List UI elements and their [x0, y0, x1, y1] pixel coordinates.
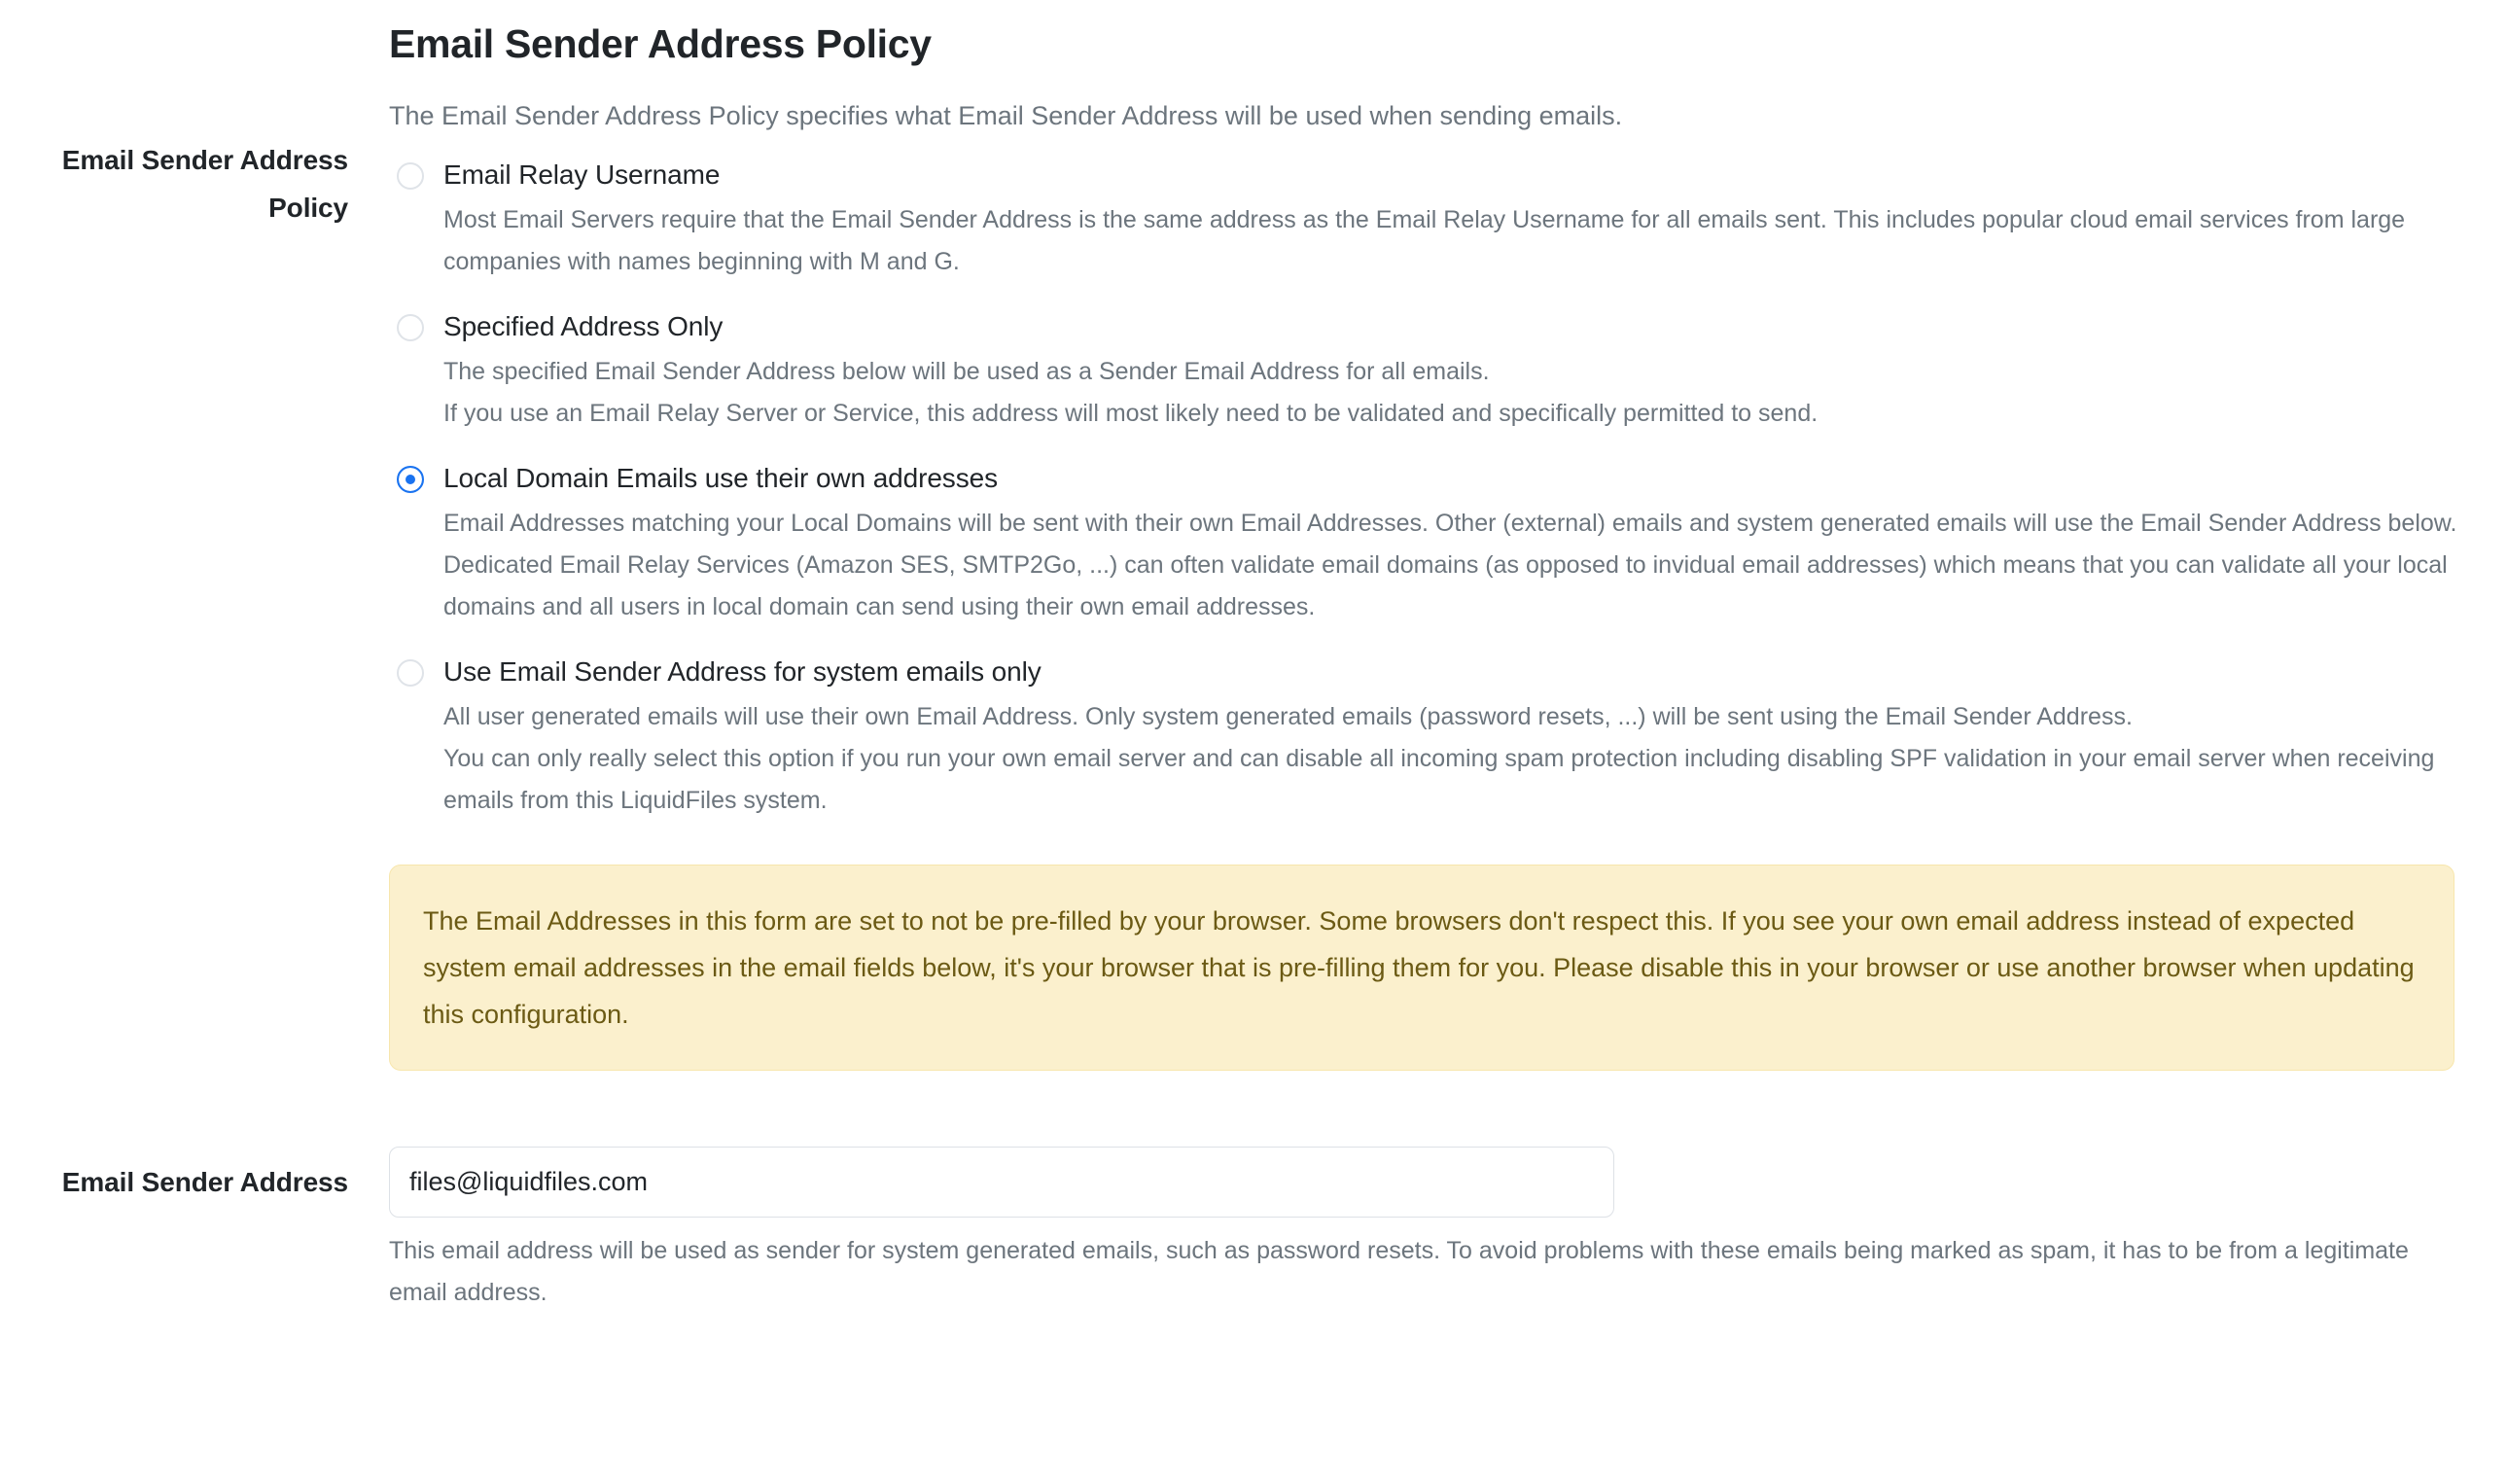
radio-label-system-emails-only[interactable]: Use Email Sender Address for system emails only [443, 656, 1042, 687]
radio-option-system-emails-only[interactable] [389, 653, 2480, 822]
radio-icon-unchecked[interactable] [397, 314, 424, 341]
radio-option-email-relay-username[interactable] [389, 156, 2480, 283]
radio-description-paragraph: You can only really select this option if you run your own email server and can disable all incoming spam protection including disabling SPF validation in your email server when receiving emails from this LiquidFiles system. [443, 745, 2435, 814]
radio-description-paragraph: Dedicated Email Relay Services (Amazon SES, SMTP2Go, ...) can often validate email domains (as opposed to invidual email addresses) which means that you can validate all your local domains and all users in local domain can send using their own email addresses. [443, 551, 2448, 620]
email-sender-address-label: Email Sender Address [61, 1167, 348, 1197]
page-header-row [0, 0, 2507, 136]
header-content [389, 19, 2507, 136]
policy-radio-group [389, 156, 2480, 822]
radio-option-specified-address-only[interactable] [389, 307, 2480, 435]
radio-label-specified-address-only[interactable]: Specified Address Only [443, 311, 724, 341]
radio-icon-unchecked[interactable] [397, 162, 424, 190]
radio-icon-unchecked[interactable] [397, 659, 424, 687]
radio-label-email-relay-username[interactable]: Email Relay Username [443, 159, 721, 190]
radio-icon-checked[interactable] [397, 466, 424, 493]
email-sender-address-policy-field [389, 136, 2507, 1080]
email-sender-address-input[interactable] [389, 1147, 1614, 1218]
radio-description-paragraph: Email Addresses matching your Local Domains will be sent with their own Email Addresses. Other (external) emails and system generated emails will use the Email Sender Address below. [443, 510, 2457, 537]
email-sender-address-field [389, 1147, 2507, 1314]
radio-description [443, 503, 2480, 628]
radio-description-paragraph: The specified Email Sender Address below will be used as a Sender Email Address for all emails. [443, 358, 1490, 385]
page-title: Email Sender Address Policy [389, 21, 932, 66]
email-sender-address-help-text: This email address will be used as sender for system generated emails, such as password resets. To avoid problems with these emails being marked as spam, it has to be from a legitimate email address. [389, 1237, 2409, 1306]
radio-description [443, 199, 2480, 283]
radio-option-local-domain-emails-own-addresses[interactable] [389, 459, 2480, 628]
browser-prefill-warning-alert: The Email Addresses in this form are set to not be pre-filled by your browser. Some browsers don't respect this. If you see your own email address instead of expected system email addresses in the email fields below, it's your browser that is pre-filling them for you. Please disable this in your browser or use another browser when updating this configuration. [389, 865, 2454, 1071]
page-subtitle: The Email Sender Address Policy specifies what Email Sender Address will be used when sending emails. [389, 101, 1623, 130]
radio-description-paragraph: Most Email Servers require that the Email Sender Address is the same address as the Email Relay Username for all emails sent. This includes popular cloud email services from large companies with names beginning with M and G. [443, 206, 2406, 275]
email-sender-address-policy-row [0, 136, 2507, 1080]
radio-label-local-domain-emails-own-addresses[interactable]: Local Domain Emails use their own addresses [443, 463, 998, 493]
radio-description [443, 696, 2480, 822]
radio-description-paragraph: All user generated emails will use their own Email Address. Only system generated emails (password resets, ...) will be sent using the Email Sender Address. [443, 703, 2133, 730]
email-sender-address-policy-label: Email Sender Address Policy [61, 145, 348, 223]
radio-description [443, 351, 2480, 435]
email-sender-address-row [0, 1147, 2507, 1314]
radio-description-paragraph: If you use an Email Relay Server or Service, this address will most likely need to be validated and specifically permitted to send. [443, 400, 1818, 427]
